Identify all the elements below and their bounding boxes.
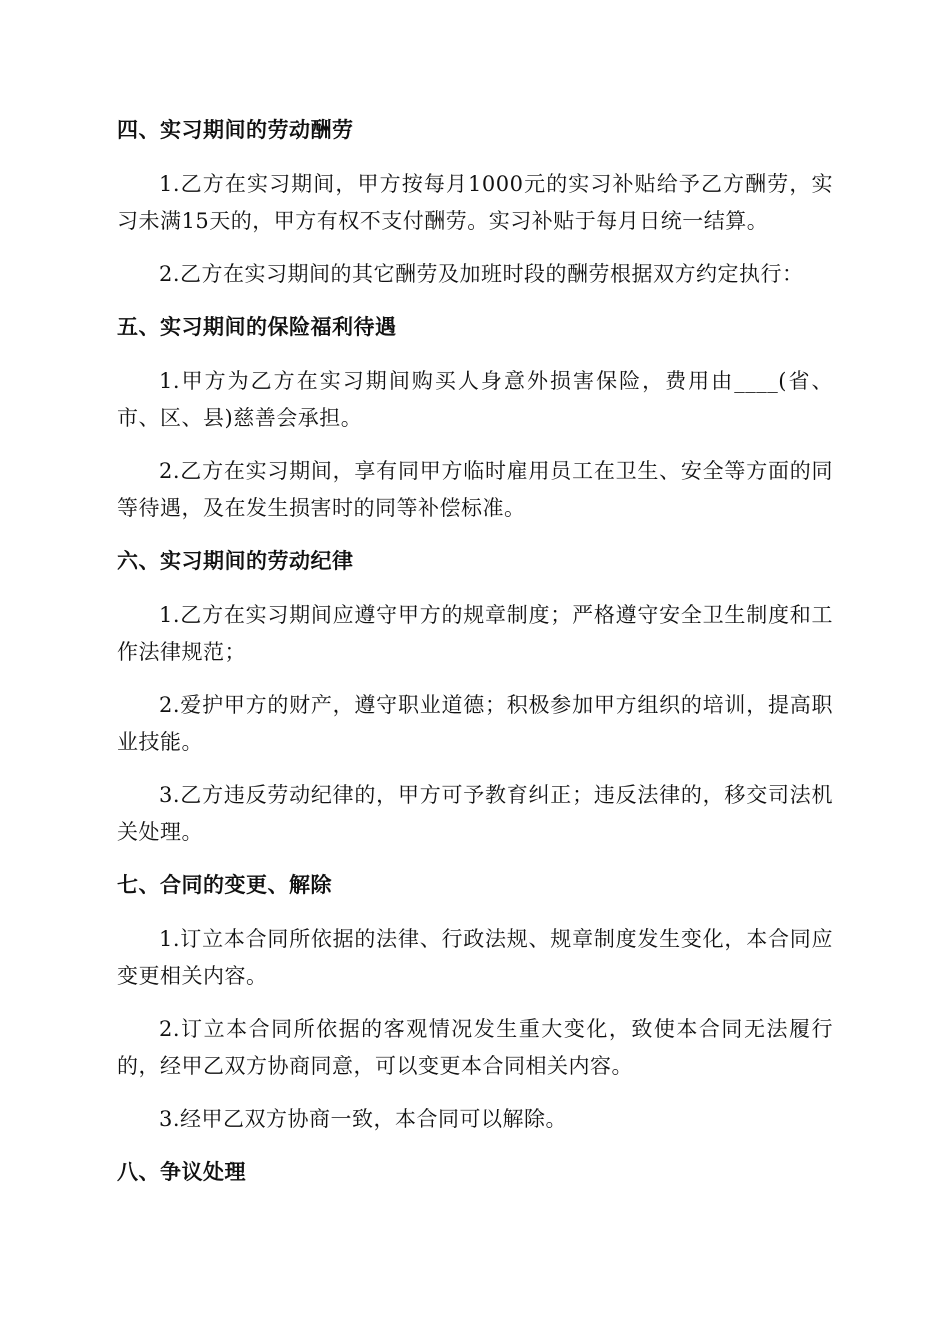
section-heading: 六、实习期间的劳动纪律 (117, 549, 354, 573)
paragraph: 2.乙方在实习期间的其它酬劳及加班时段的酬劳根据双方约定执行： (159, 262, 804, 286)
section-heading: 七、合同的变更、解除 (117, 873, 332, 897)
paragraph: 1.乙方在实习期间，甲方按每月1000元的实习补贴给予乙方酬劳，实习未满15天的，甲方有权不支付酬劳。实习补贴于每月日统一结算。 (117, 172, 833, 233)
section-4 (117, 112, 833, 293)
paragraph: 3.乙方违反劳动纪律的，甲方可予教育纠正；违反法律的，移交司法机关处理。 (117, 783, 833, 844)
document-body (117, 112, 833, 1208)
paragraph: 3.经甲乙双方协商一致，本合同可以解除。 (159, 1107, 568, 1131)
section-5 (117, 309, 833, 527)
paragraph: 2.订立本合同所依据的客观情况发生重大变化，致使本合同无法履行的，经甲乙双方协商同意，可以变更本合同相关内容。 (117, 1017, 833, 1078)
paragraph: 2.爱护甲方的财产，遵守职业道德；积极参加甲方组织的培训，提高职业技能。 (117, 693, 833, 754)
section-8 (117, 1154, 833, 1190)
section-7 (117, 867, 833, 1138)
paragraph: 2.乙方在实习期间，享有同甲方临时雇用员工在卫生、安全等方面的同等待遇，及在发生损害时的同等补偿标准。 (117, 459, 833, 520)
section-heading: 八、争议处理 (117, 1160, 246, 1184)
section-6 (117, 543, 833, 851)
paragraph: 1.甲方为乙方在实习期间购买人身意外损害保险，费用由____(省、市、区、县)慈善会承担。 (117, 369, 833, 430)
paragraph: 1.乙方在实习期间应遵守甲方的规章制度；严格遵守安全卫生制度和工作法律规范； (117, 603, 833, 664)
paragraph: 1.订立本合同所依据的法律、行政法规、规章制度发生变化，本合同应变更相关内容。 (117, 927, 833, 988)
section-heading: 四、实习期间的劳动酬劳 (117, 118, 354, 142)
section-heading: 五、实习期间的保险福利待遇 (117, 315, 397, 339)
